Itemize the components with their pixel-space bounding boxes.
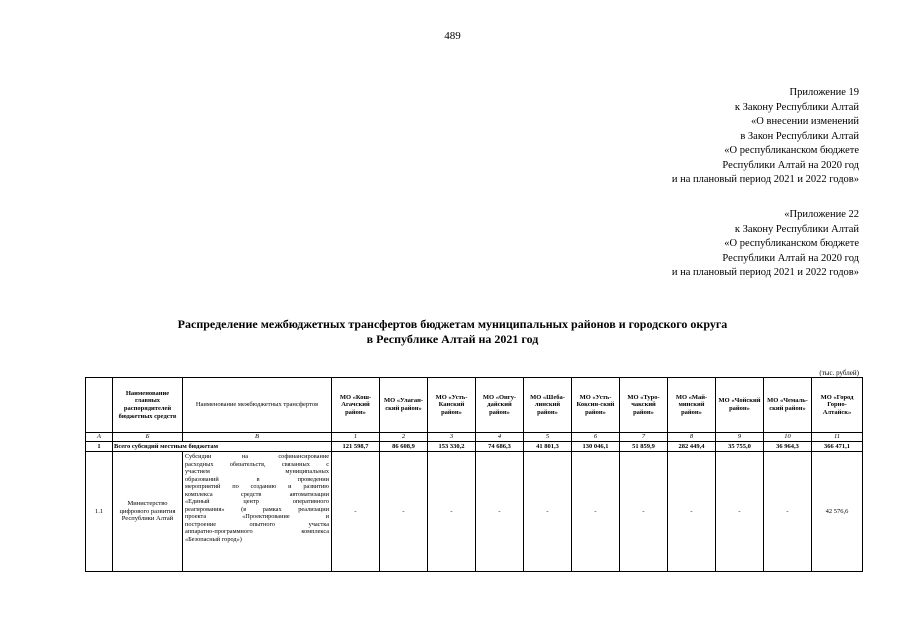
index-cell: Б <box>113 433 183 442</box>
value-cell: - <box>332 452 380 572</box>
document-title <box>0 317 905 347</box>
value-cell: 42 576,6 <box>812 452 863 572</box>
appendix-line: «О внесении изменений <box>751 116 859 127</box>
index-cell: В <box>183 433 332 442</box>
title-line: Распределение межбюджетных трансфертов бюджетам муниципальных районов и городского округа <box>177 317 728 331</box>
appendix-line: и на плановый период 2021 и 2022 годов» <box>671 174 859 185</box>
description-line: комплекса средств автоматизации <box>185 490 329 498</box>
description-line: «Безопасный город») <box>185 535 242 543</box>
index-cell: 4 <box>476 433 524 442</box>
description-line: проекта «Проектирование и <box>185 513 329 520</box>
total-row <box>86 442 863 452</box>
index-cell: 9 <box>716 433 764 442</box>
value-cell: 153 330,2 <box>428 442 476 452</box>
description-line: Субсидии на софинансирование <box>185 453 329 460</box>
description-line: образований в проведении <box>185 475 329 483</box>
value-cell: 36 964,3 <box>764 442 812 452</box>
description-line: мероприятий по созданию и развитию <box>185 483 329 490</box>
header-cell <box>86 378 113 433</box>
table-row <box>86 452 863 572</box>
value-cell: - <box>716 452 764 572</box>
index-cell: 6 <box>572 433 620 442</box>
description-line: реагирования» (в рамках реализации <box>185 505 329 513</box>
header-cell: МО «Туро-чакский район» <box>620 378 668 433</box>
appendix-19-header <box>672 86 859 188</box>
header-cell: МО «Усть-Коксин-ский район» <box>572 378 620 433</box>
index-cell: 5 <box>524 433 572 442</box>
total-label: Всего субсидий местным бюджетам <box>113 442 332 452</box>
value-cell: - <box>524 452 572 572</box>
description-line: «Единый центр оперативного <box>185 498 329 505</box>
index-cell: 7 <box>620 433 668 442</box>
header-cell: МО «Чойский район» <box>716 378 764 433</box>
value-cell: 366 471,1 <box>812 442 863 452</box>
header-cell: МО «Улаган-ский район» <box>380 378 428 433</box>
row-number: 1.1 <box>86 452 113 572</box>
value-cell: 74 686,3 <box>476 442 524 452</box>
index-cell: 8 <box>668 433 716 442</box>
table-header-row <box>86 378 863 433</box>
value-cell: 282 449,4 <box>668 442 716 452</box>
appendix-22-header <box>672 208 859 281</box>
header-cell: МО «Усть-Канский район» <box>428 378 476 433</box>
units-label: (тыс. рублей) <box>819 369 859 377</box>
row-number: 1 <box>86 442 113 452</box>
appendix-line: Республики Алтай на 2020 год <box>722 159 859 171</box>
index-cell: 2 <box>380 433 428 442</box>
transfer-description <box>183 452 332 572</box>
value-cell: - <box>572 452 620 572</box>
transfers-table <box>85 377 863 572</box>
appendix-line: «О республиканском бюджете <box>724 238 859 249</box>
appendix-line: в Закон Республики Алтай <box>740 130 859 142</box>
index-cell: 1 <box>332 433 380 442</box>
description-line: расходных обязательств, связанных с <box>185 460 329 468</box>
value-cell: 130 046,1 <box>572 442 620 452</box>
value-cell: 51 859,9 <box>620 442 668 452</box>
header-cell: Наименование межбюджетных трансфертов <box>183 378 332 433</box>
appendix-line: и на плановый период 2021 и 2022 годов» <box>671 267 859 278</box>
value-cell: - <box>620 452 668 572</box>
value-cell: 41 801,3 <box>524 442 572 452</box>
header-cell: Наименование главных распорядителей бюджетных средств <box>113 378 183 433</box>
value-cell: - <box>668 452 716 572</box>
header-cell: МО «Онгу-дайский район» <box>476 378 524 433</box>
appendix-line: к Закону Республики Алтай <box>734 223 859 235</box>
header-cell: МО «Город Горно-Алтайск» <box>812 378 863 433</box>
index-cell: 3 <box>428 433 476 442</box>
description-line: участием муниципальных <box>185 468 329 475</box>
index-cell: 11 <box>812 433 863 442</box>
appendix-line: «О республиканском бюджете <box>724 145 859 156</box>
header-cell: МО «Шеба-линский район» <box>524 378 572 433</box>
value-cell: 86 608,9 <box>380 442 428 452</box>
value-cell: - <box>428 452 476 572</box>
description-line: аппаратно-программного комплекса <box>185 528 329 535</box>
value-cell: - <box>764 452 812 572</box>
header-cell: МО «Май-минский район» <box>668 378 716 433</box>
value-cell: 121 598,7 <box>332 442 380 452</box>
ministry-name: Министерство цифрового развития Республики Алтай <box>113 452 183 572</box>
value-cell: - <box>476 452 524 572</box>
index-cell: 10 <box>764 433 812 442</box>
header-cell: МО «Кош-Агачский район» <box>332 378 380 433</box>
appendix-line: «Приложение 22 <box>784 209 859 220</box>
appendix-line: Республики Алтай на 2020 год <box>722 252 859 264</box>
description-line: построение опытного участка <box>185 520 329 528</box>
header-cell: МО «Чемаль-ский район» <box>764 378 812 433</box>
value-cell: 35 755,0 <box>716 442 764 452</box>
page-number: 489 <box>444 30 461 42</box>
index-cell: А <box>86 433 113 442</box>
title-line: в Республике Алтай на 2021 год <box>366 332 539 346</box>
index-row <box>86 433 863 442</box>
appendix-line: Приложение 19 <box>789 87 859 98</box>
appendix-line: к Закону Республики Алтай <box>734 101 859 113</box>
value-cell: - <box>380 452 428 572</box>
